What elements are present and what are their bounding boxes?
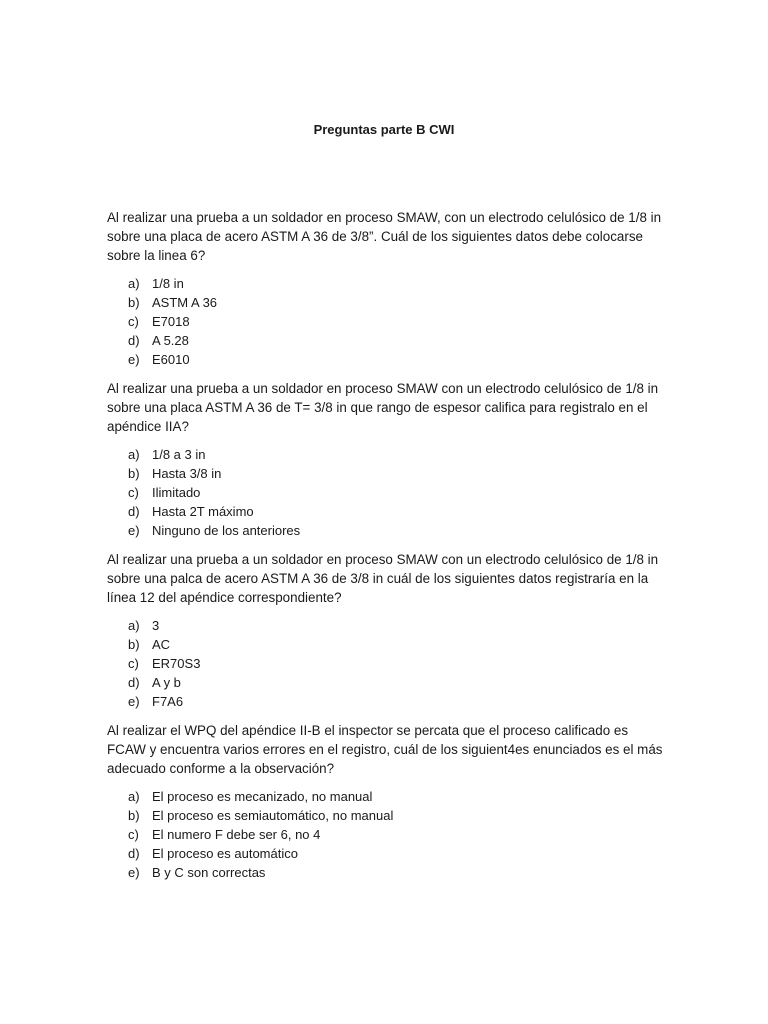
option-item [128,863,667,882]
option-item [128,654,667,673]
question-text: Al realizar el WPQ del apéndice II-B el inspector se percata que el proceso calificado es FCAW y encuentra varios errores en el registro, cuál de los siguient4es enunciados es el más adecuado conforme a la observación? [107,723,663,776]
option-item [128,787,667,806]
option-letter: a) [128,789,140,804]
question-3 [107,550,667,711]
option-text: El numero F debe ser 6, no 4 [152,827,321,842]
option-letter: d) [128,504,140,519]
option-text: Ilimitado [152,485,201,500]
option-text: Hasta 3/8 in [152,466,222,481]
option-item [128,293,667,312]
option-letter: a) [128,276,140,291]
option-letter: c) [128,485,139,500]
option-letter: c) [128,314,139,329]
option-item [128,464,667,483]
questions-container [107,208,667,892]
option-item [128,312,667,331]
option-letter: e) [128,352,140,367]
option-text: 1/8 in [152,276,184,291]
question-1 [107,208,667,369]
question-2 [107,379,667,540]
option-letter: d) [128,846,140,861]
option-item [128,673,667,692]
option-item [128,521,667,540]
option-text: El proceso es semiautomático, no manual [152,808,394,823]
option-text: E7018 [152,314,190,329]
option-text: A 5.28 [152,333,189,348]
option-letter: e) [128,523,140,538]
option-text: El proceso es automático [152,846,298,861]
option-item [128,483,667,502]
question-text: Al realizar una prueba a un soldador en proceso SMAW con un electrodo celulósico de 1/8 in sobre una palca de acero ASTM A 36 de 3/8 in cuál de los siguientes datos registraría en la línea 12 del apéndice correspondiente? [107,552,659,605]
document-title: Preguntas parte B CWI [313,122,455,137]
options-list [107,787,667,882]
option-text: E6010 [152,352,190,367]
options-list [107,274,667,369]
option-letter: d) [128,333,140,348]
option-item [128,844,667,863]
option-item [128,635,667,654]
option-text: 1/8 a 3 in [152,447,206,462]
option-item [128,331,667,350]
option-item [128,692,667,711]
option-letter: e) [128,865,140,880]
option-text: F7A6 [152,694,184,709]
option-text: Ninguno de los anteriores [152,523,301,538]
option-letter: c) [128,656,139,671]
options-list [107,445,667,540]
option-item [128,274,667,293]
option-letter: c) [128,827,139,842]
option-letter: a) [128,447,140,462]
option-item [128,502,667,521]
question-text: Al realizar una prueba a un soldador en proceso SMAW con un electrodo celulósico de 1/8 in sobre una placa ASTM A 36 de T= 3/8 in que rango de espesor califica para registralo en el apéndice IIA? [107,381,659,434]
option-item [128,350,667,369]
option-letter: b) [128,637,140,652]
option-letter: b) [128,466,140,481]
option-item [128,445,667,464]
option-text: 3 [152,618,160,633]
option-item [128,616,667,635]
options-list [107,616,667,711]
option-text: AC [152,637,171,652]
question-4 [107,721,667,882]
option-text: A y b [152,675,181,690]
option-text: ASTM A 36 [152,295,218,310]
question-text: Al realizar una prueba a un soldador en proceso SMAW, con un electrodo celulósico de 1/8 in sobre una placa de acero ASTM A 36 de 3/8”. Cuál de los siguientes datos debe colocarse sobre la linea 6? [107,210,662,263]
option-letter: d) [128,675,140,690]
option-letter: e) [128,694,140,709]
option-text: Hasta 2T máximo [152,504,254,519]
option-letter: b) [128,808,140,823]
option-letter: a) [128,618,140,633]
option-item [128,825,667,844]
option-text: ER70S3 [152,656,201,671]
option-item [128,806,667,825]
option-letter: b) [128,295,140,310]
option-text: B y C son correctas [152,865,266,880]
option-text: El proceso es mecanizado, no manual [152,789,373,804]
